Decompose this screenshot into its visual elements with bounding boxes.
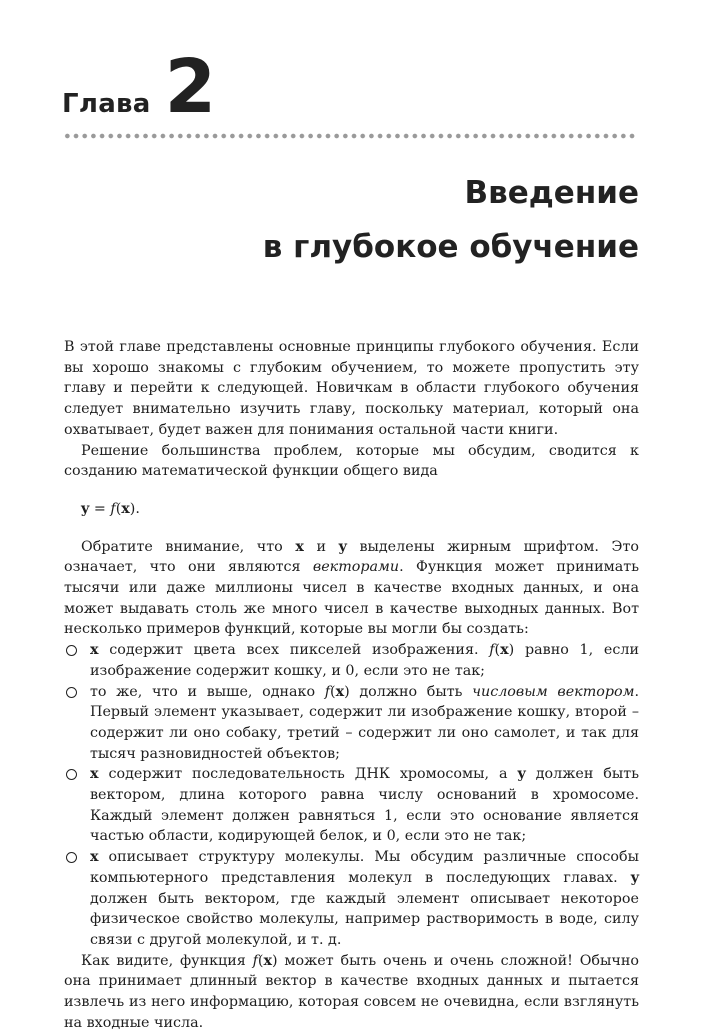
italic-f: f xyxy=(324,683,331,700)
bullet-list xyxy=(64,640,639,951)
chapter-title xyxy=(263,166,639,274)
text-run: ) должно быть xyxy=(344,683,473,700)
text-run: содержит цвета всех пикселей изображения. xyxy=(98,642,490,659)
text-run: описывает структуру молекулы. Мы обсудим различные способы компьютерного представления молекул в последующих главах. xyxy=(90,849,639,886)
text-run: то же, что и выше, однако xyxy=(90,683,325,700)
chapter-heading xyxy=(62,44,217,130)
circle-bullet-icon xyxy=(66,769,77,780)
chapter-title-line-2: в глубокое обучение xyxy=(262,229,639,265)
text-run: Обратите внимание, что xyxy=(81,538,296,555)
chapter-number: 2 xyxy=(164,44,217,130)
bold-y: y xyxy=(630,869,639,886)
body-text xyxy=(64,337,639,1034)
bold-x: x xyxy=(295,538,304,555)
text-run: Как видите, функция xyxy=(81,952,253,969)
italic-f: f xyxy=(489,642,495,659)
text-run: . Первый элемент указывает, содержит ли изображение кошку, второй – содержит ли оно собаку, третий – содержит ли оно самолет, и так для тысяч разновидностей объектов; xyxy=(90,683,640,762)
formula-y: y xyxy=(81,500,90,517)
dotted-divider xyxy=(63,133,637,139)
bold-y: y xyxy=(338,538,347,555)
text-run: содержит последовательность ДНК хромосомы, а xyxy=(98,766,518,783)
bold-x: x xyxy=(90,642,99,659)
italic-f: f xyxy=(252,952,258,969)
bold-y: y xyxy=(517,766,526,783)
italic-term: числовым вектором xyxy=(472,683,635,700)
text-run: должен быть вектором, длина которого равна числу оснований в хромосоме. Каждый элемент должен равняться 1, если это основание является частью области, кодирующей белок, и 0, если это не так; xyxy=(90,766,639,845)
bold-x: x xyxy=(90,766,99,783)
formula-x: x xyxy=(121,500,130,517)
list-item xyxy=(64,682,639,765)
text-run: ) равно 1, если изображение содержит кошку, и 0, если это не так; xyxy=(90,642,640,679)
circle-bullet-icon xyxy=(66,645,77,656)
circle-bullet-icon xyxy=(66,687,77,698)
chapter-label: Глава xyxy=(62,89,151,119)
text-run: . Функция может принимать тысячи или даже миллионы чисел в качестве входных данных, и она может выдавать столь же много чисел в качестве выходных данных. Вот несколько примеров функций, которые вы могли бы создать: xyxy=(64,559,639,638)
bold-x: x xyxy=(90,849,99,866)
bold-x: x xyxy=(335,683,345,700)
text-run: ( xyxy=(257,952,264,969)
italic-term: векторами xyxy=(312,559,400,576)
paragraph-function: Решение большинства проблем, которые мы обсудим, сводится к созданию математической функции общего вида xyxy=(64,442,639,480)
text-run: ) может быть очень и очень сложной! Обычно она принимает длинный вектор в качестве входных данных и пытается извлечь из него информацию, которая совсем не очевидна, если взглянуть на входные числа. xyxy=(64,952,639,1031)
text-run: и xyxy=(303,538,339,555)
bold-x: x xyxy=(263,952,273,969)
text-run: выделены жирным шрифтом. Это означает, что они являются xyxy=(64,538,639,576)
formula-equals: = xyxy=(89,500,111,517)
list-item xyxy=(64,640,639,681)
paragraph-conclusion xyxy=(64,951,639,1034)
paragraph-vectors xyxy=(64,537,639,641)
text-run: ( xyxy=(494,642,501,659)
list-item xyxy=(64,847,639,951)
bold-x: x xyxy=(500,642,509,659)
text-run: ( xyxy=(330,683,336,700)
chapter-title-line-1: Введение xyxy=(464,175,639,211)
formula-paren-close: ). xyxy=(129,500,140,517)
formula-f: f xyxy=(110,500,116,517)
formula xyxy=(81,499,639,520)
formula-paren-open: ( xyxy=(115,500,122,517)
circle-bullet-icon xyxy=(66,852,77,863)
paragraph-intro: В этой главе представлены основные принципы глубокого обучения. Если вы хорошо знакомы с глубоким обучением, то можете пропустить эту главу и перейти к следующей. Новичкам в области глубокого обучения следует внимательно изучить главу, поскольку материал, который она охватывает, будет важен для понимания остальной части книги. xyxy=(64,339,639,438)
list-item xyxy=(64,764,639,847)
text-run: должен быть вектором, где каждый элемент описывает некоторое физическое свойство молекулы, например растворимость в воде, силу связи с другой молекулой, и т. д. xyxy=(90,890,639,948)
